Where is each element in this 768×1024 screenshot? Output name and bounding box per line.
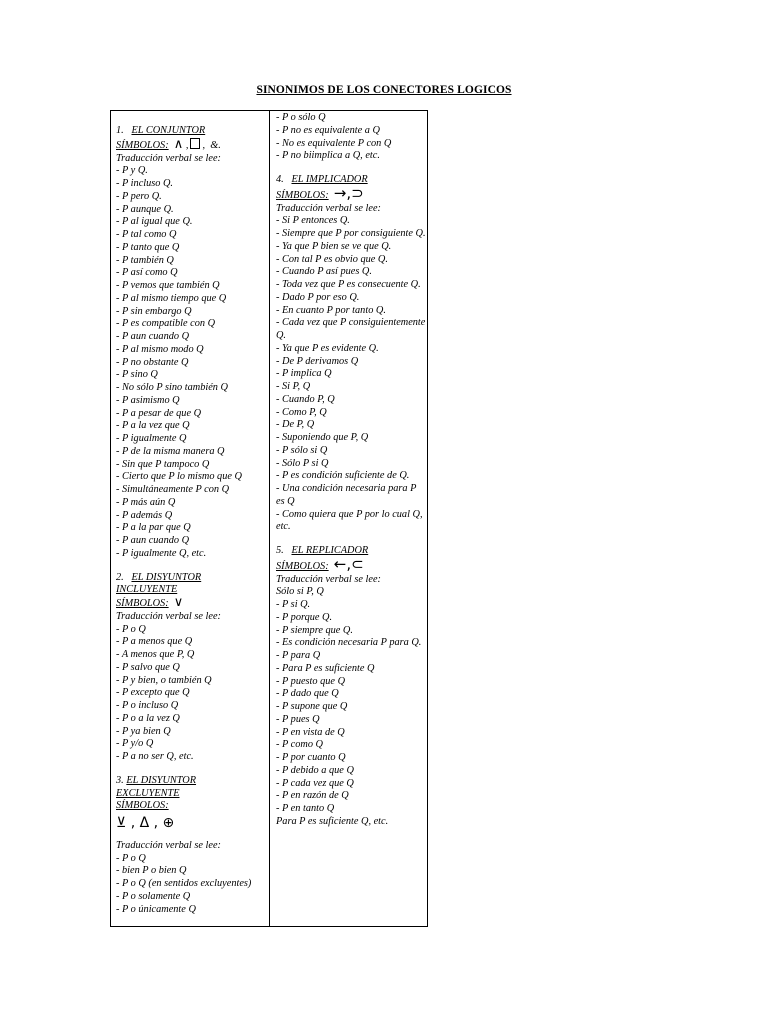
list-item: - Sin que P tampoco Q	[116, 458, 210, 470]
list-item: - P salvo que Q	[116, 661, 180, 673]
list-item: - Si P entonces Q.	[276, 215, 350, 227]
list-item: - P aun cuando Q	[116, 535, 190, 546]
list-item: - P asimismo Q	[116, 394, 180, 406]
list-item: - P más aún Q	[116, 496, 176, 508]
list-item: - P excepto que Q	[116, 687, 190, 699]
list-item: - P es condición suficiente de Q.	[276, 470, 410, 482]
list-item: - P y Q.	[116, 165, 148, 177]
list-item: - P siempre que Q.	[276, 624, 353, 636]
list-item: - P a no ser Q, etc.	[116, 751, 194, 762]
list-item: - P vemos que también Q	[116, 280, 220, 291]
list-item: - Cuando P así pues Q.	[276, 266, 372, 278]
replicador-symbols: SÍMBOLOS: ←,⊂	[276, 554, 364, 573]
list-item: - P sólo si Q	[276, 444, 328, 456]
replicador-list	[276, 586, 426, 828]
list-item: - P igualmente Q	[116, 433, 187, 444]
list-item: - A menos que P, Q	[116, 649, 195, 660]
list-item: - Si P, Q	[276, 381, 311, 392]
list-item: Sólo si P, Q	[276, 586, 324, 598]
list-item: - Suponiendo que P, Q	[276, 432, 369, 443]
list-item: - P sino Q	[116, 369, 158, 381]
list-item: - P a la vez que Q	[116, 420, 190, 432]
list-item: - Simultáneamente P con Q	[116, 484, 230, 495]
list-item: - P o Q	[116, 623, 146, 635]
continuation-list	[276, 112, 426, 163]
conjuntor-list	[116, 165, 266, 560]
list-item: - P o solamente Q	[116, 890, 191, 902]
list-item: - Ya que P bien se ve que Q.	[276, 240, 392, 252]
list-item: - P al igual que Q.	[116, 216, 193, 228]
list-item: - Con tal P es obvio que Q.	[276, 253, 388, 265]
list-item: Para P es suficiente Q, etc.	[276, 815, 389, 827]
list-item: - De P derivamos Q	[276, 355, 359, 367]
list-item: - P a la par que Q	[116, 522, 191, 534]
list-item: - P o incluso Q	[116, 700, 179, 711]
list-item: - P si Q.	[276, 599, 311, 610]
list-item: - Siempre que P por consiguiente Q.	[276, 228, 426, 239]
document-title: SINONIMOS DE LOS CONECTORES LOGICOS	[256, 84, 512, 96]
list-item: - P o sólo Q	[276, 112, 326, 123]
list-item: - P debido a que Q	[276, 764, 354, 776]
list-item: - P tanto que Q	[116, 241, 180, 253]
list-item: - P o a la vez Q	[116, 712, 180, 724]
list-item: - Para P es suficiente Q	[276, 662, 375, 674]
list-item: - P también Q	[116, 254, 174, 266]
list-item: - P y bien, o también Q	[116, 674, 212, 686]
list-item: - P a pesar de que Q	[116, 407, 202, 419]
list-item: - Toda vez que P es consecuente Q.	[276, 279, 421, 290]
list-item: - P o Q	[116, 852, 146, 864]
list-item: - Ya que P es evidente Q.	[276, 342, 379, 354]
implies-symbol: →,⊃	[333, 183, 364, 202]
list-item: - P así como Q	[116, 267, 178, 279]
list-item: - P ya bien Q	[116, 725, 171, 737]
conjuntor-symbols: SÍMBOLOS: ∧ , , &.	[116, 136, 221, 152]
list-item: - P sin embargo Q	[116, 305, 192, 317]
list-item: - P en vista de Q	[276, 726, 345, 738]
list-item: - P no es equivalente a Q	[276, 124, 380, 136]
xor-symbols: ⊻ , Δ , ⊕	[116, 815, 175, 831]
list-item: - P aunque Q.	[116, 203, 174, 215]
left-column: 1. EL CONJUNTOR SÍMBOLOS: ∧ , , &. Traducción verbal se lee: - P y Q. - P incluso Q. - P pero Q. - P aunque Q. - P al igual que Q. - P tal como Q - P tanto que Q - P también Q - P así como Q - P vemos que también Q - P al mismo tiempo que Q - P sin embargo Q - P es compatible con Q - P aun cuando Q - P al mismo modo Q - P no obstante Q - P sino Q - No sólo P sino también Q - P asimismo Q - P a pesar de que Q - P a la vez que Q - P igualmente Q - P de la misma manera Q - Sin que P tampoco Q - Cierto que P lo mismo que Q - Simultáneamente P con Q - P más aún Q - P además Q - P a la par que Q - P aun cuando Q - P igualmente Q, etc. 2. EL DISYUNTOR INCLUYENTE SÍMBOLOS: ∨ Traducción verbal se lee: - P o Q - P a menos que Q - A menos que P, Q - P salvo que Q - P y bien, o también Q - P excepto que Q - P o incluso Q - P o a la vez Q - P ya bien Q - P y/o Q - P a no ser Q, etc. 3. EL DISYUNTOR EXCLUYENTE SÍMBOLOS: ⊻ , Δ , ⊕ Traducción verbal se lee: - P o Q - bien P o bien Q - P o Q (en sentidos excluyentes) - P o solamente Q - P o únicamente Q	[116, 125, 266, 916]
list-item: - Como quiera que P por lo cual Q, etc.	[276, 508, 423, 533]
and-symbol: ∧	[173, 136, 184, 152]
disyuntor-incluyente-list	[116, 624, 266, 764]
list-item: - P aun cuando Q	[116, 331, 190, 342]
list-item: - P y/o Q	[116, 738, 154, 750]
list-item: - P no obstante Q	[116, 356, 189, 368]
list-item: - P en razón de Q	[276, 790, 349, 802]
list-item: - P a menos que Q	[116, 636, 193, 648]
list-item: - Cierto que P lo mismo que Q	[116, 471, 242, 483]
list-item: - P o únicamente Q	[116, 903, 196, 915]
list-item: - P para Q	[276, 650, 321, 661]
list-item: - P puesto que Q	[276, 675, 346, 687]
disyuntor-excluyente-heading: 3. EL DISYUNTOR	[116, 774, 197, 786]
list-item: - P al mismo tiempo que Q	[116, 292, 227, 304]
list-item: - No sólo P sino también Q	[116, 382, 228, 393]
right-column: - P o sólo Q - P no es equivalente a Q - No es equivalente P con Q - P no biimplica a Q, etc. 4. EL IMPLICADOR SÍMBOLOS: →,⊃ Traducción verbal se lee: - Si P entonces Q. - Siempre que P por consiguiente Q. - Ya que P bien se ve que Q. - Con tal P es obvio que Q. - Cuando P así pues Q. - Toda vez que P es consecuente Q. - Dado P por eso Q. - En cuanto P por tanto Q. - Cada vez que P consiguientemente Q. - Ya que P es evidente Q. - De P derivamos Q - P implica Q - Si P, Q - Cuando P, Q - Como P, Q - De P, Q - Suponiendo que P, Q - P sólo si Q - Sólo P si Q - P es condición suficiente de Q. - Una condición necesaria para P es Q - Como quiera que P por lo cual Q, etc. 5. EL REPLICADOR SÍMBOLOS: ←,⊂ Traducción verbal se lee: Sólo si P, Q - P si Q. - P porque Q. - P siempre que Q. - Es condición necesaria P para Q. - P para Q - Para P es suficiente Q - P puesto que Q - P dado que Q - P supone que Q - P pues Q - P en vista de Q - P como Q - P por cuanto Q - P debido a que Q - P cada vez que Q - P en razón de Q - P en tanto Q Para P es suficiente Q, etc.	[276, 112, 426, 827]
list-item: - P supone que Q	[276, 701, 348, 712]
list-item: - Es condición necesaria P para Q.	[276, 637, 422, 649]
disyuntor-excluyente-list	[116, 853, 266, 917]
list-item: - P o Q (en sentidos excluyentes)	[116, 878, 252, 889]
implicador-list	[276, 215, 426, 534]
list-item: - P igualmente Q, etc.	[116, 547, 207, 559]
list-item: - Sólo P si Q	[276, 457, 329, 469]
list-item: - No es equivalente P con Q	[276, 137, 392, 149]
replicador-heading: 5. EL REPLICADOR	[276, 545, 369, 556]
implicador-symbols: SÍMBOLOS: →,⊃	[276, 183, 364, 202]
conjuntor-title: EL CONJUNTOR	[131, 125, 206, 136]
list-item: - bien P o bien Q	[116, 865, 187, 877]
conjuntor-heading: 1. EL CONJUNTOR	[116, 125, 206, 136]
list-item: - P no biimplica a Q, etc.	[276, 150, 380, 162]
list-item: - P implica Q	[276, 368, 332, 380]
list-item: - P en tanto Q	[276, 803, 335, 814]
list-item: - P como Q	[276, 739, 323, 751]
list-item: - Una condición necesaria para P es Q	[276, 483, 417, 507]
disyuntor-incluyente-heading: 2. EL DISYUNTOR	[116, 571, 202, 583]
or-symbol: ∨	[173, 595, 184, 610]
disyuntor-incluyente-symbols: SÍMBOLOS: ∨	[116, 595, 184, 610]
list-item: - P porque Q.	[276, 611, 333, 623]
list-item: - P pues Q	[276, 713, 320, 725]
list-item: - P además Q	[116, 509, 173, 521]
list-item: - P pero Q.	[116, 190, 162, 202]
box-symbol-icon	[190, 138, 200, 149]
list-item: - P de la misma manera Q	[116, 445, 225, 457]
list-item: - P incluso Q.	[116, 178, 174, 189]
replies-symbol: ←,⊂	[333, 554, 364, 573]
list-item: - Dado P por eso Q.	[276, 291, 360, 303]
list-item: - P al mismo modo Q	[116, 343, 204, 355]
list-item: - Cada vez que P consiguientemente Q.	[276, 317, 426, 341]
conjuntor-intro: Traducción verbal se lee:	[116, 152, 221, 164]
list-item: - P cada vez que Q	[276, 777, 354, 789]
column-divider	[269, 110, 270, 927]
list-item: - P es compatible con Q	[116, 318, 216, 330]
list-item: - De P, Q	[276, 419, 315, 431]
list-item: - Cuando P, Q	[276, 393, 335, 405]
list-item: - P tal como Q	[116, 229, 177, 240]
implicador-heading: 4. EL IMPLICADOR	[276, 174, 368, 185]
list-item: - P por cuanto Q	[276, 752, 346, 763]
list-item: - P dado que Q	[276, 688, 339, 700]
list-item: - Como P, Q	[276, 406, 327, 418]
list-item: - En cuanto P por tanto Q.	[276, 304, 386, 316]
